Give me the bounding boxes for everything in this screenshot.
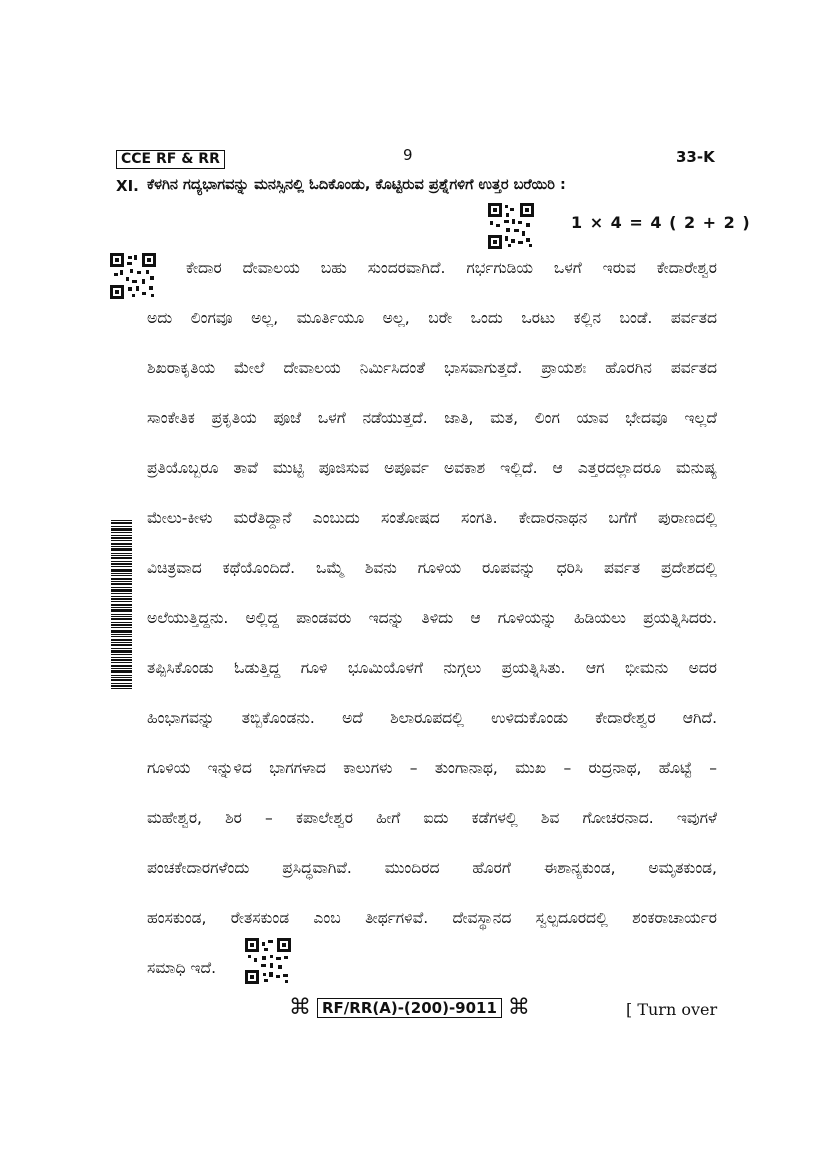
passage-line: ಅದು ಲಿಂಗವೂ ಅಲ್ಲ, ಮೂರ್ತಿಯೂ ಅಲ್ಲ, ಬರೇ ಒಂದು ಒರಟು ಕಲ್ಲಿನ ಬಂಡೆ. ಪರ್ವತದ [147, 309, 717, 327]
passage-line: ಪಂಚಕೇದಾರಗಳೆಂದು ಪ್ರಸಿದ್ಧವಾಗಿವೆ. ಮುಂದಿರದ ಹೊರಗೆ ಈಶಾನ್ಯಕುಂಡ, ಅಮೃತಕುಂಡ, [147, 859, 717, 877]
passage-line: ಶಿಖರಾಕೃತಿಯ ಮೇಲೆ ದೇವಾಲಯ ನಿರ್ಮಿಸಿದಂತೆ ಭಾಸವಾಗುತ್ತದೆ. ಪ್ರಾಯಶಃ ಹೊರಗಿನ ಪರ್ವತದ [147, 359, 717, 377]
command-symbol-icon: ⌘ [507, 995, 530, 1020]
passage-line: ಸಾಂಕೇತಿಕ ಪ್ರಕೃತಿಯ ಪೂಜೆ ಒಳಗೆ ನಡೆಯುತ್ತದೆ. ಜಾತಿ, ಮತ, ಲಿಂಗ ಯಾವ ಭೇದವೂ ಇಲ್ಲದೆ [147, 409, 717, 427]
exam-scheme-label: CCE RF & RR [116, 150, 225, 169]
passage-line: ಹಿಂಭಾಗವನ್ನು ತಬ್ಬಿಕೊಂಡನು. ಅದೆ ಶಿಲಾರೂಪದಲ್ಲಿ ಉಳಿದುಕೊಂಡು ಕೇದಾರೇಶ್ವರ ಆಗಿದೆ. [147, 709, 717, 727]
qr-code-icon [110, 253, 156, 299]
passage-line: ಮಹೇಶ್ವರ, ಶಿರ – ಕಪಾಲೇಶ್ವರ ಹೀಗೆ ಐದು ಕಡೆಗಳಲ್ಲಿ ಶಿವ ಗೋಚರನಾದ. ಇವುಗಳೆ [147, 809, 717, 827]
passage-line: ಪ್ರತಿಯೊಬ್ಬರೂ ತಾವೆ ಮುಟ್ಟಿ ಪೂಜಿಸುವ ಅಪೂರ್ವ ಅವಕಾಶ ಇಲ್ಲಿದೆ. ಆ ಎತ್ತರದಲ್ಲಾದರೂ ಮನುಷ್ಯ [147, 459, 717, 477]
turn-over-label: [ Turn over [626, 1000, 718, 1019]
passage-line: ಕೇದಾರ ದೇವಾಲಯ ಬಹು ಸುಂದರವಾಗಿದೆ. ಗರ್ಭಗುಡಿಯ ಒಳಗೆ ಇರುವ ಕೇದಾರೇಶ್ವರ [186, 259, 717, 277]
paper-code: 33-K [676, 148, 715, 166]
passage-line: ವಿಚಿತ್ರವಾದ ಕಥೆಯೊಂದಿದೆ. ಒಮ್ಮೆ ಶಿವನು ಗೂಳಿಯ ರೂಪವನ್ನು ಧರಿಸಿ ಪರ್ವತ ಪ್ರದೇಶದಲ್ಲಿ [147, 559, 717, 577]
passage-line: ತಪ್ಪಿಸಿಕೊಂಡು ಓಡುತ್ತಿದ್ದ ಗೂಳಿ ಭೂಮಿಯೊಳಗೆ ನುಗ್ಗಲು ಪ್ರಯತ್ನಿಸಿತು. ಆಗ ಭೀಮನು ಅದರ [147, 659, 717, 677]
command-symbol-icon: ⌘ [289, 995, 311, 1020]
passage-line: ಗೂಳಿಯ ಇನ್ನುಳಿದ ಭಾಗಗಳಾದ ಕಾಲುಗಳು – ತುಂಗಾನಾಥ, ಮುಖ – ರುದ್ರನಾಥ, ಹೊಟ್ಟೆ – [147, 759, 717, 777]
footer-code-group [289, 997, 530, 1019]
passage-line: ಅಲೆಯುತ್ತಿದ್ದನು. ಅಲ್ಲಿದ್ದ ಪಾಂಡವರು ಇದನ್ನು ತಿಳಿದು ಆ ಗೂಳಿಯನ್ನು ಹಿಡಿಯಲು ಪ್ರಯತ್ನಿಸಿದರು. [147, 609, 717, 627]
qr-code-icon [488, 203, 534, 249]
marks-allocation: 1 × 4 = 4 ( 2 + 2 ) [571, 213, 751, 232]
barcode-icon [111, 520, 132, 690]
passage-line: ಸಮಾಧಿ ಇದೆ. [147, 959, 217, 977]
page-number: 9 [403, 146, 413, 164]
passage-line: ಮೇಲು-ಕೀಳು ಮರೆತಿದ್ದಾನೆ ಎಂಬುದು ಸಂತೋಷದ ಸಂಗತಿ. ಕೇದಾರನಾಥನ ಬಗೆಗೆ ಪುರಾಣದಲ್ಲಿ [147, 509, 717, 527]
footer-paper-code: RF/RR(A)-(200)-9011 [317, 998, 502, 1018]
passage-line: ಹಂಸಕುಂಡ, ರೇತಸಕುಂಡ ಎಂಬ ತೀರ್ಥಗಳಿವೆ. ದೇವಸ್ಥಾನದ ಸ್ವಲ್ಪದೂರದಲ್ಲಿ ಶಂಕರಾಚಾರ್ಯರ [147, 909, 717, 927]
question-number: XI. [116, 177, 139, 195]
qr-code-icon [245, 938, 291, 984]
question-instruction: ಕೆಳಗಿನ ಗದ್ಯಭಾಗವನ್ನು ಮನಸ್ಸಿನಲ್ಲಿ ಓದಿಕೊಂಡು, ಕೊಟ್ಟಿರುವ ಪ್ರಶ್ನೆಗಳಿಗೆ ಉತ್ತರ ಬರೆಯಿರಿ : [147, 177, 566, 193]
